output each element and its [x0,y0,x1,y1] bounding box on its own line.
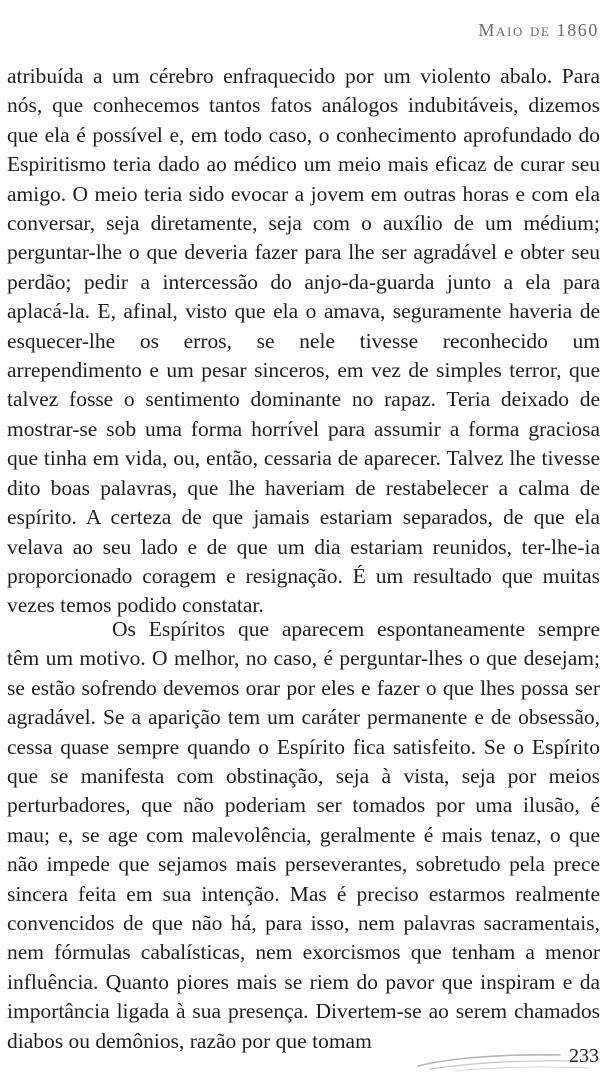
swoosh-ornament [0,1030,607,1077]
body-paragraph-1: atribuída a um cérebro enfraquecido por um violento abalo. Para nós, que conhecemos tantos fatos análogos indubitáveis, dizemos que ela é possível e, em todo caso, o conhecimento aprofundado do Espiritismo teria dado ao médico um meio mais eficaz de curar seu amigo. O meio teria sido evocar a jovem em outras horas e com ela conversar, seja diretamente, seja com o auxílio de um médium; perguntar-lhe o que deveria fazer para lhe ser agradável e obter seu perdão; pedir a intercessão do anjo-da-guarda junto a ela para aplacá-la. E, afinal, visto que ela o amava, seguramente haveria de esquecer-lhe os erros, se nele tivesse reconhecido um arrependimento e um pesar sinceros, em vez de simples terror, que talvez fosse o sentimento dominante no rapaz. Teria deixado de mostrar-se sob uma forma horrível para assumir a forma graciosa que tinha em vida, ou, então, cessaria de aparecer. Talvez lhe tivesse dito boas palavras, que lhe haveriam de restabelecer a calma de espírito. A certeza de que jamais estariam separados, de que ela velava ao seu lado e de que um dia estariam reunidos, ter-lhe-ia proporcionado coragem e resignação. É um resultado que muitas vezes temos podido constatar. [7,64,600,618]
body-paragraph-2: Os Espíritos que aparecem espontaneamente sempre têm um motivo. O melhor, no caso, é perguntar-lhes o que desejam; se estão sofrendo devemos orar por eles e fazer o que lhes possa ser agradável. Se a aparição tem um caráter permanente e de obsessão, cessa quase sempre quando o Espírito fica satisfeito. Se o Espírito que se manifesta com obstinação, seja à vista, seja por meios perturbadores, que não poderiam ser tomados por uma ilusão, é mau; e, se age com malevolência, geralmente é mais tenaz, o que não impede que sejamos mais perseverantes, sobretudo pela prece sincera feita em sua intenção. Mas é preciso estarmos realmente convencidos de que não há, para isso, nem palavras sacramentais, nem fórmulas cabalísticas, nem exorcismos que tenham a menor influência. Quanto piores mais se riem do pavor que inspiram e da importância ligada à sua presença. Divertem-se ao serem chamados diabos ou demônios, razão por que tomam [7,617,600,1053]
page-footer [0,1030,607,1077]
page-number: 233 [569,1045,599,1067]
running-header: Maio de 1860 [478,20,599,40]
